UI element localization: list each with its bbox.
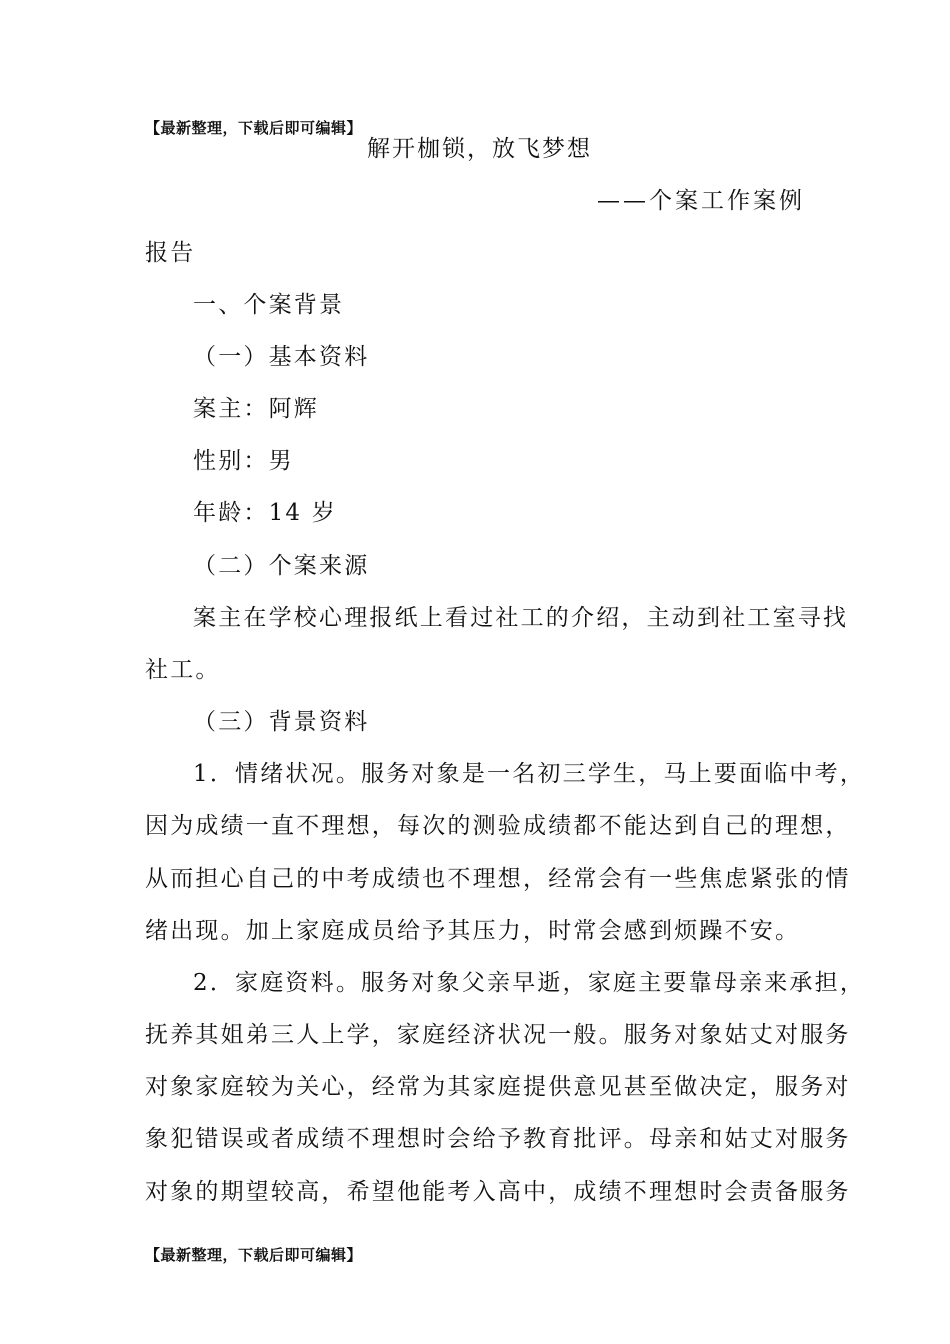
paragraph-line: 对象家庭较为关心，经常为其家庭提供意见甚至做决定，服务对: [145, 1074, 851, 1100]
info-line-gender: 性别：男: [193, 448, 294, 474]
header-note: 【最新整理，下载后即可编辑】: [145, 119, 363, 137]
paragraph-line: 案主在学校心理报纸上看过社工的介绍，主动到社工室寻找: [193, 605, 849, 631]
document-subtitle: ——个案工作案例: [597, 188, 805, 214]
subsection-heading: （三）背景资料: [193, 709, 370, 735]
section-heading: 一、个案背景: [193, 292, 345, 318]
footer-note: 【最新整理，下载后即可编辑】: [145, 1246, 363, 1264]
paragraph-line: 绪出现。加上家庭成员给予其压力，时常会感到烦躁不安。: [145, 918, 801, 944]
paragraph-line: 因为成绩一直不理想，每次的测验成绩都不能达到自己的理想，: [145, 813, 851, 839]
paragraph-line: 抚养其姐弟三人上学，家庭经济状况一般。服务对象姑丈对服务: [145, 1022, 851, 1048]
paragraph-line: 2．家庭资料。服务对象父亲早逝，家庭主要靠母亲来承担，: [193, 970, 866, 996]
paragraph-line: 1．情绪状况。服务对象是一名初三学生，马上要面临中考，: [193, 761, 866, 787]
info-line-age: 年龄：14 岁: [193, 500, 337, 526]
document-title: 解开枷锁，放飞梦想: [367, 136, 592, 162]
info-line-client: 案主：阿辉: [193, 396, 319, 422]
paragraph-line: 对象的期望较高，希望他能考入高中，成绩不理想时会责备服务: [145, 1179, 851, 1205]
subsection-heading: （一）基本资料: [193, 344, 370, 370]
document-subtitle-continued: 报告: [145, 240, 196, 266]
paragraph-line: 社工。: [145, 657, 221, 683]
subsection-heading: （二）个案来源: [193, 553, 370, 579]
paragraph-line: 从而担心自己的中考成绩也不理想，经常会有一些焦虑紧张的情: [145, 866, 851, 892]
paragraph-line: 象犯错误或者成绩不理想时会给予教育批评。母亲和姑丈对服务: [145, 1126, 851, 1152]
